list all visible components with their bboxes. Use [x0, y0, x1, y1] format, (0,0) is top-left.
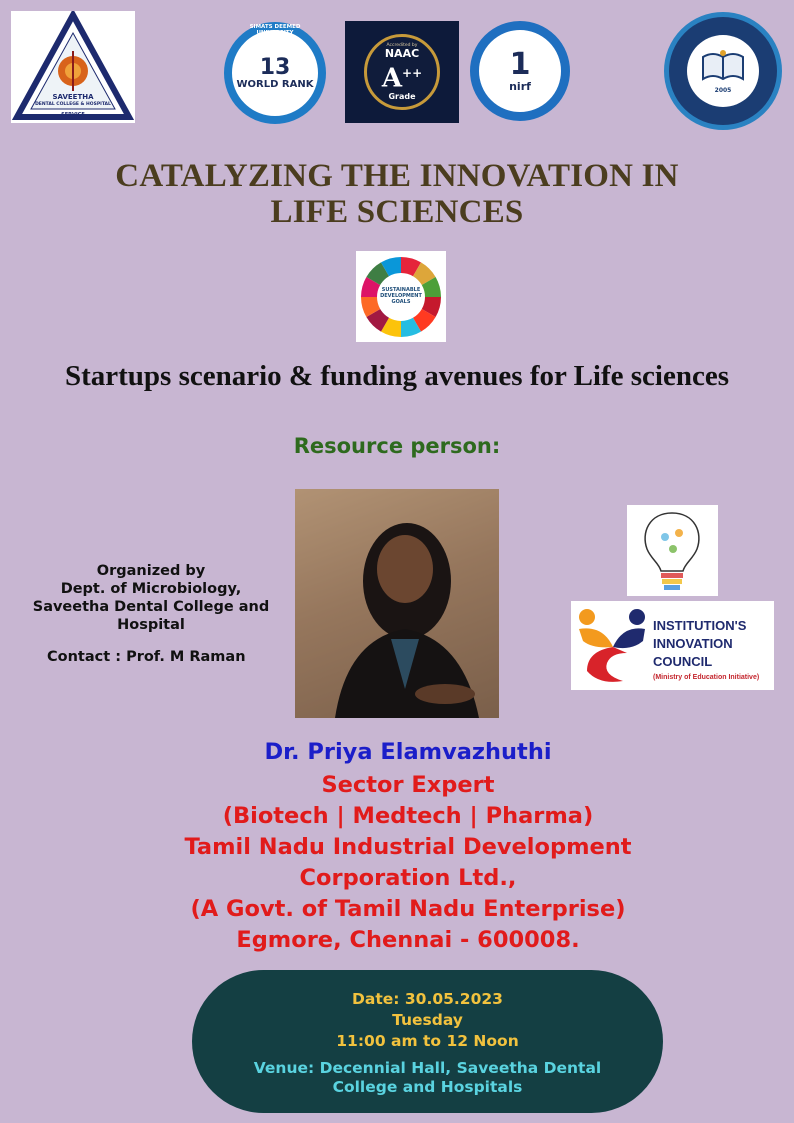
speaker-line-1: Sector Expert	[321, 772, 495, 798]
speaker-photo	[295, 489, 499, 718]
speaker-line-2: (Biotech | Medtech | Pharma)	[222, 803, 594, 829]
sdg-logo	[356, 251, 446, 342]
event-time: 11:00 am to 12 Noon	[336, 1032, 519, 1050]
organizer-line-1: Organized by	[96, 563, 206, 579]
saveetha-name: SAVEETHA	[52, 93, 94, 101]
naac-grade	[382, 60, 422, 92]
iic-title-1: INSTITUTION'S	[653, 618, 747, 633]
speaker-line-5: (A Govt. of Tamil Nadu Enterprise)	[190, 896, 626, 922]
speaker-details	[0, 770, 794, 956]
world-rank-badge	[224, 22, 326, 124]
simats-year: 2005	[714, 86, 732, 94]
speaker-line-6: Egmore, Chennai - 600008.	[236, 927, 580, 953]
book-icon	[701, 49, 745, 83]
iic-title	[653, 617, 773, 671]
iic-note: (Ministry of Education Initiative)	[653, 674, 760, 681]
event-venue-line-2: College and Hospitals	[332, 1078, 523, 1096]
innovation-bulb-logo	[627, 505, 718, 596]
naac-grade-label: Grade	[388, 91, 416, 101]
organizer-block	[20, 562, 282, 634]
iic-title-3: COUNCIL	[653, 654, 713, 669]
organizer-line-2: Dept. of Microbiology,	[60, 581, 242, 597]
resource-person-label: Resource person:	[293, 434, 501, 458]
page-title	[40, 158, 754, 230]
naac-grade-letter: A	[381, 63, 403, 94]
event-info-pill	[192, 970, 663, 1113]
naac-seal	[364, 34, 440, 110]
contact-line: Contact : Prof. M Raman	[47, 649, 246, 665]
event-venue-line-1: Venue: Decennial Hall, Saveetha Dental	[253, 1059, 602, 1077]
organizer-line-4: Hospital	[117, 617, 185, 633]
lightbulb-icon	[627, 505, 718, 596]
person-silhouette-icon	[295, 489, 499, 718]
simats-logo	[664, 12, 782, 130]
speaker-line-4: Corporation Ltd.,	[299, 865, 517, 891]
title-line-2: LIFE SCIENCES	[270, 194, 524, 230]
iic-title-2: INNOVATION	[653, 636, 733, 651]
sdg-label-2: DEVELOPMENT	[380, 293, 422, 299]
saveetha-ribbon: SERVICE	[61, 112, 85, 118]
iic-logo	[571, 601, 774, 690]
speaker-line-3: Tamil Nadu Industrial Development	[184, 834, 632, 860]
nirf-badge	[470, 21, 570, 121]
sdg-label	[356, 287, 446, 305]
saveetha-dental-logo	[11, 11, 135, 123]
event-day: Tuesday	[392, 1011, 463, 1029]
rank-word: WORLD RANK	[236, 78, 314, 90]
saveetha-sub: DENTAL COLLEGE & HOSPITAL	[35, 102, 111, 107]
title-line-1: CATALYZING THE INNOVATION IN	[115, 158, 679, 194]
rank-ring-text: SIMATS DEEMED UNIVERSITY	[249, 24, 301, 36]
naac-name: NAAC	[384, 47, 420, 61]
naac-accredited: Accredited by	[386, 43, 418, 49]
rank-number: 13	[259, 54, 291, 80]
sdg-label-3: GOALS	[391, 299, 411, 305]
organizer-line-3: Saveetha Dental College and	[32, 599, 270, 615]
speaker-name: Dr. Priya Elamvazhuthi	[264, 739, 552, 765]
event-date: Date: 30.05.2023	[352, 990, 503, 1008]
naac-badge	[345, 21, 459, 123]
naac-grade-plus: ++	[402, 66, 423, 81]
iic-emblem-icon	[573, 605, 651, 687]
talk-subtitle: Startups scenario & funding avenues for Life sciences	[64, 360, 730, 392]
nirf-number: 1	[509, 46, 531, 82]
sdg-label-1: SUSTAINABLE	[381, 287, 421, 293]
nirf-word: nirf	[509, 79, 531, 93]
simats-seal	[687, 35, 759, 107]
